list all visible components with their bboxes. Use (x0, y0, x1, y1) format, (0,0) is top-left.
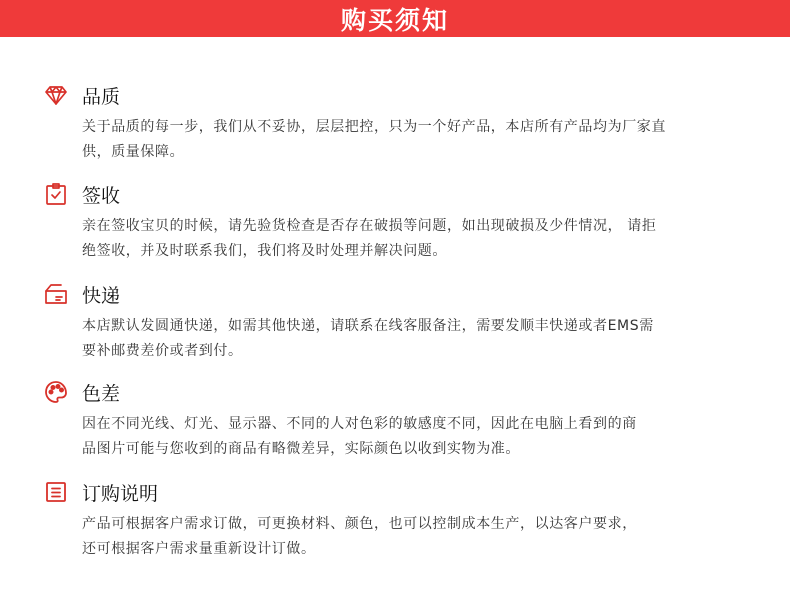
text-line: 供，质量保障。 (82, 144, 185, 160)
delivery-box-icon (44, 282, 68, 306)
clipboard-check-icon (44, 182, 68, 206)
page-title: 购买须知 (340, 5, 449, 35)
text-line: 亲在签收宝贝的时候，请先验货检查是否存在破损等问题，如出现破损及少件情况， 请拒 (82, 218, 657, 234)
palette-icon (44, 380, 68, 404)
text-line: 还可根据客户需求量重新设计订做。 (82, 541, 316, 557)
section-delivery (44, 281, 764, 364)
diamond-icon (44, 83, 68, 107)
header-banner (0, 0, 790, 37)
section-order-notes (44, 479, 764, 562)
section-quality (44, 82, 764, 165)
text-line: 要补邮费差价或者到付。 (82, 343, 243, 359)
list-doc-icon (44, 480, 68, 504)
text-line: 本店默认发圆通快递，如需其他快递，请联系在线客服备注，需要发顺丰快递或者EMS需 (82, 318, 654, 334)
section-title: 签收 (82, 184, 121, 207)
text-line: 绝签收，并及时联系我们，我们将及时处理并解决问题。 (82, 243, 447, 259)
section-text (82, 115, 764, 165)
section-text (82, 512, 764, 562)
section-signing (44, 181, 764, 264)
section-text (82, 314, 764, 364)
section-title: 色差 (82, 382, 121, 405)
text-line: 产品可根据客户需求订做，可更换材料、颜色，也可以控制成本生产，以达客户要求， (82, 516, 637, 532)
text-line: 关于品质的每一步，我们从不妥协，层层把控，只为一个好产品，本店所有产品均为厂家直 (82, 119, 666, 135)
section-title: 快递 (82, 284, 121, 307)
section-text (82, 214, 764, 264)
section-color-difference (44, 379, 764, 462)
text-line: 品图片可能与您收到的商品有略微差异，实际颜色以收到实物为准。 (82, 441, 520, 457)
text-line: 因在不同光线、灯光、显示器、不同的人对色彩的敏感度不同，因此在电脑上看到的商 (82, 416, 637, 432)
section-title: 订购说明 (82, 482, 159, 505)
section-title: 品质 (82, 85, 121, 108)
section-text (82, 412, 764, 462)
